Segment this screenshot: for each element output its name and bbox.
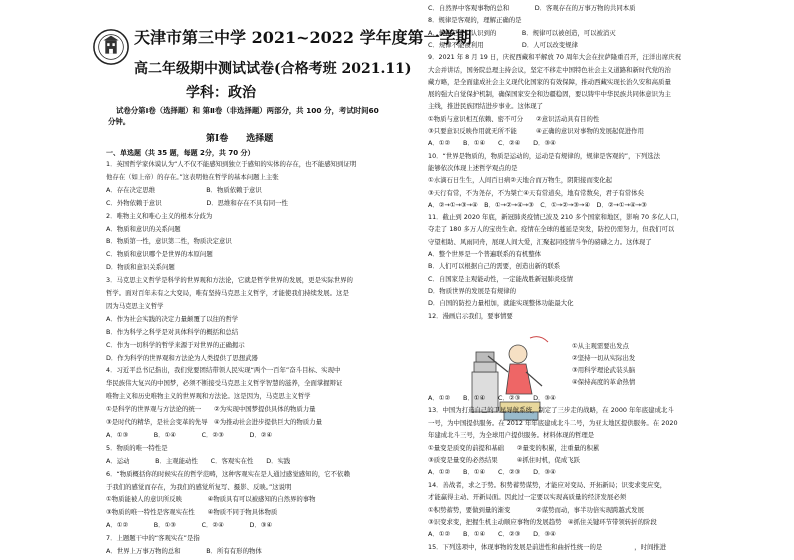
- text-line: 哲学。面对百年未有之大变局，唯有坚持马克思主义哲学，才能使我们持续发展。这是: [106, 289, 349, 297]
- text-line: A．规律是人们认识到的 B．规律可以被创造，可以被消灭: [428, 28, 616, 37]
- text-line: A．世界上万事万物的总和 B．所有有形的物体: [106, 547, 262, 555]
- text-line: A．①② B．①③ C．②④ D．③④: [106, 521, 273, 530]
- text-line: 华民族伟大复兴的中国梦，必须不断接受马克思主义哲学智慧的滋养，全面掌握辩证: [106, 379, 343, 388]
- text-line: ①是科学的世界观与方法论的统一 ②为实现中国梦提供具体的物质力量: [106, 405, 316, 414]
- text-line: B．人们可以根据自己的需要，创造出新的联系: [428, 262, 561, 271]
- instructions-line: 分钟。: [108, 117, 131, 126]
- text-line: 主线，推进民族团结进步事业。这体现了: [428, 102, 544, 111]
- text-line: 能够依次体现上述哲学观点的是: [428, 163, 518, 172]
- text-line: C．自国家是主观能动性，一定能战胜新冠肺炎疫情: [428, 274, 574, 283]
- text-line: A．①② B．①④ C．②④ D．③④: [428, 139, 556, 148]
- text-line: D．自国的防控力量相加，就能实现整体功能最大化: [428, 299, 574, 308]
- text-line: 7．上题题干中的“客观实在”是指: [106, 534, 200, 543]
- text-line: ③只要意识反映作用就无所不能 ④正确的意识对事物的发展起促进作用: [428, 127, 644, 135]
- text-line: 夺走了 180 多万人的宝贵生命。疫情在全球的蔓延是突发，防控仍需努力，但我们可以: [428, 225, 675, 234]
- text-line: 守望相助、风雨同舟，展现人间大爱，汇聚起同疫情斗争的磅礴之力。这体现了: [428, 237, 652, 246]
- text-line: 13．中国为打造自己的卫星导航系统，制定了三步走的战略，在 2000 年年底建成北斗: [428, 406, 674, 415]
- text-line: A．①② B．①④ C．②③ D．③④: [428, 530, 556, 539]
- text-line: D．作为科学的世界观和方法论为人类提供了思想武器: [106, 353, 258, 362]
- text-line: 5．物质的唯一特性是: [106, 443, 168, 452]
- text-line: C．作为一切科学的哲学来源于对世界的正确揭示: [106, 340, 245, 349]
- text-line: 12．漫画启示我们，要事情要: [428, 311, 513, 320]
- text-line: A．存在决定思维 B．物质依赖于意识: [106, 185, 262, 194]
- text-line: A．整个世界是一个普遍联系的有机整体: [428, 250, 542, 258]
- text-line: 6．“物质概括你的时候实在的哲学范畴，这种客观实在是人通过感觉感知的，它不依赖: [106, 469, 350, 478]
- text-line: 因为马克思主义哲学: [106, 301, 164, 310]
- text-line: A．物质和意识的关系问题: [106, 224, 181, 233]
- text-line: 大会并讲话，国务院总理主持会议，坚定不移走中国特色社会主义道路和新时代党的治: [428, 65, 671, 74]
- part-title: 第Ⅰ卷 选择题: [206, 134, 274, 144]
- text-line: ③天行有常，不为尧存，不为桀亡④天有常道矣，地有常数矣，君子有常体矣: [428, 188, 644, 197]
- text-line: 9．2021 年 8 月 19 日，庆祝西藏和平解放 70 周年大会在拉萨隆重召开，汪洋出席庆祝: [428, 53, 681, 62]
- text-line: D．物质世界的发展是有规律的: [428, 286, 516, 295]
- school-year-title: 天津市第三中学 2021~2022 学年度第一学期: [134, 28, 472, 47]
- text-line: 11．截止到 2020 年底，新冠肺炎疫情已波及 210 多个国家和地区，影响 70 多亿人口，: [428, 213, 684, 222]
- text-line: 4．习近平总书记指出，我们党要团结带领人民实现“两个一百年”奋斗目标、实现中: [106, 366, 341, 375]
- text-line: B．作为科学之科学是对具体科学的概括和总结: [106, 327, 239, 336]
- text-line: 2．唯物主义和唯心主义的根本分歧为: [106, 211, 213, 220]
- text-line: D．物质和意识关系问题: [106, 263, 175, 272]
- text-line: 3．马克思主义哲学是科学的世界观和方法论，它就是哲学世界的发展，更是实际世界的: [106, 276, 353, 285]
- text-line: 10．“世界是物质的，物质是运动的，运动是有规律的，规律是客观的”，下列选法: [428, 151, 661, 160]
- text-line: ③物质的唯一特性是客观实在性 ④物质不同于物具体物质: [106, 508, 278, 517]
- text-line: C．外物依赖于意识 D．思维和存在不具有同一性: [106, 198, 288, 207]
- text-line: A．运动 B．主观能动性 C．客观实在性 D．实践: [106, 456, 291, 465]
- text-line: 8．规律是客观的，理解正确的是: [428, 16, 522, 25]
- text-line: ①量变是质变的前提和基础 ②量变的积累，注重量的积累: [428, 443, 600, 452]
- text-line: 唯物主义和历史唯物主义的世界观和方法论。这是因为，马克思主义哲学: [106, 392, 311, 401]
- text-line: 14．善战者，求之于势。积势蓄势谋势，才能应对变局、开拓新局；识变求变应变，: [428, 480, 667, 489]
- text-line: A．作为社会实践的决定力量颠覆了以往的哲学: [106, 314, 239, 323]
- text-line: ①物质能被人的意识所反映 ④物质具有可以被感知的自然界的事物: [106, 495, 316, 504]
- text-line: 1．英国哲学家休谟认为“人不仅不能感知到独立于感知的实体的存在，也不能感知到证明: [106, 160, 357, 168]
- text-line: ①积势蓄势，要做到量的渐变 ②谋势而动，事半功倍实现跨越式发展: [428, 505, 644, 514]
- exam-title: 高二年级期中测试试卷(合格考班 2021.11): [134, 61, 412, 77]
- subject-title: 学科：政治: [186, 85, 256, 101]
- text-line: A．②→①→③→④ B．①→②→④→③ C．①→②→③→④ D．②→①→④→③: [428, 200, 647, 209]
- text-line: 15．下列选项中，体现事物的发展是前进性和曲折性统一的是 ，时间推进: [428, 542, 667, 551]
- text-line: A．①② B．①④ C．②③ D．③④: [428, 394, 556, 402]
- text-line: C．自然界中客观事物的总和 D．客观存在的万事万物的共同本质: [428, 4, 636, 12]
- text-line: 于我们的感觉而存在，为我们的感觉所复写、摄影、反映。”这说明: [106, 482, 292, 491]
- section-heading: 一、单选题（共 35 题，每题 2分，共 70 分）: [106, 149, 255, 157]
- text-line: 藏方略，是全面建成社会主义现代化国家的有效保障，推动西藏实现长治久安和高质量: [428, 77, 671, 86]
- school-logo-icon: [92, 28, 130, 66]
- text-line: ①从主观需要出发点: [572, 342, 629, 350]
- text-line: ①水滴石日生生，人间百日病②天地合而万物生，阴阳接而变化起: [428, 176, 613, 185]
- text-line: C．物质和意识哪个是世界的本原问题: [106, 250, 213, 259]
- text-line: ③识变求变，把握生机主动顺应事物的发展趋势 ④抓住关键环节带领转折的阶段: [428, 518, 657, 526]
- text-line: 一号，为中国提供服务。在 2012 年年底建成北斗二号，为亚太地区提供服务。在 2020: [428, 418, 678, 427]
- text-line: ④保持高度的革命热情: [572, 378, 636, 386]
- text-line: 才能赢得主动、开新局面。因此过一定要以实现高质量的经济发展必须: [428, 493, 627, 502]
- text-line: ③是时代的精华，是社会变革的先导 ④为推动社会进步提供巨大的物质力量: [106, 418, 322, 426]
- text-line: 展的强大自觉保护机制，确保国家安全和边疆稳固，要以铸牢中华民族共同体意识为主: [428, 90, 671, 99]
- text-line: ②坚持一切从实际出发: [572, 354, 636, 362]
- text-line: 他存在（如上帝）的存在。”这表明他在哲学的基本问题上主张: [106, 172, 279, 181]
- text-line: 年建成北斗三号，为全球用户提供服务。材料体现的哲理是: [428, 431, 595, 440]
- text-line: B．物质第一性，意识第二性，物质决定意识: [106, 237, 232, 246]
- text-line: ①物质与意识相互依赖、密不可分 ②意识活动具有目的性: [428, 114, 600, 123]
- text-line: A．①② B．①④ C．②③ D．③④: [428, 468, 556, 477]
- text-line: C．规律不能被利用 D．人可以改变规律: [428, 40, 578, 49]
- text-line: ③质变是量变的必然结果 ④抓住时机，促成飞跃: [428, 456, 581, 464]
- text-line: A．①③ B．①④ C．②③ D．②④: [106, 430, 273, 439]
- instructions-line: 试卷分第Ⅰ卷（选择题）和 第Ⅱ卷（非选择题）两部分，共 100 分，考试时间60: [116, 106, 379, 115]
- text-line: ③用科学理论武装头脑: [572, 366, 636, 374]
